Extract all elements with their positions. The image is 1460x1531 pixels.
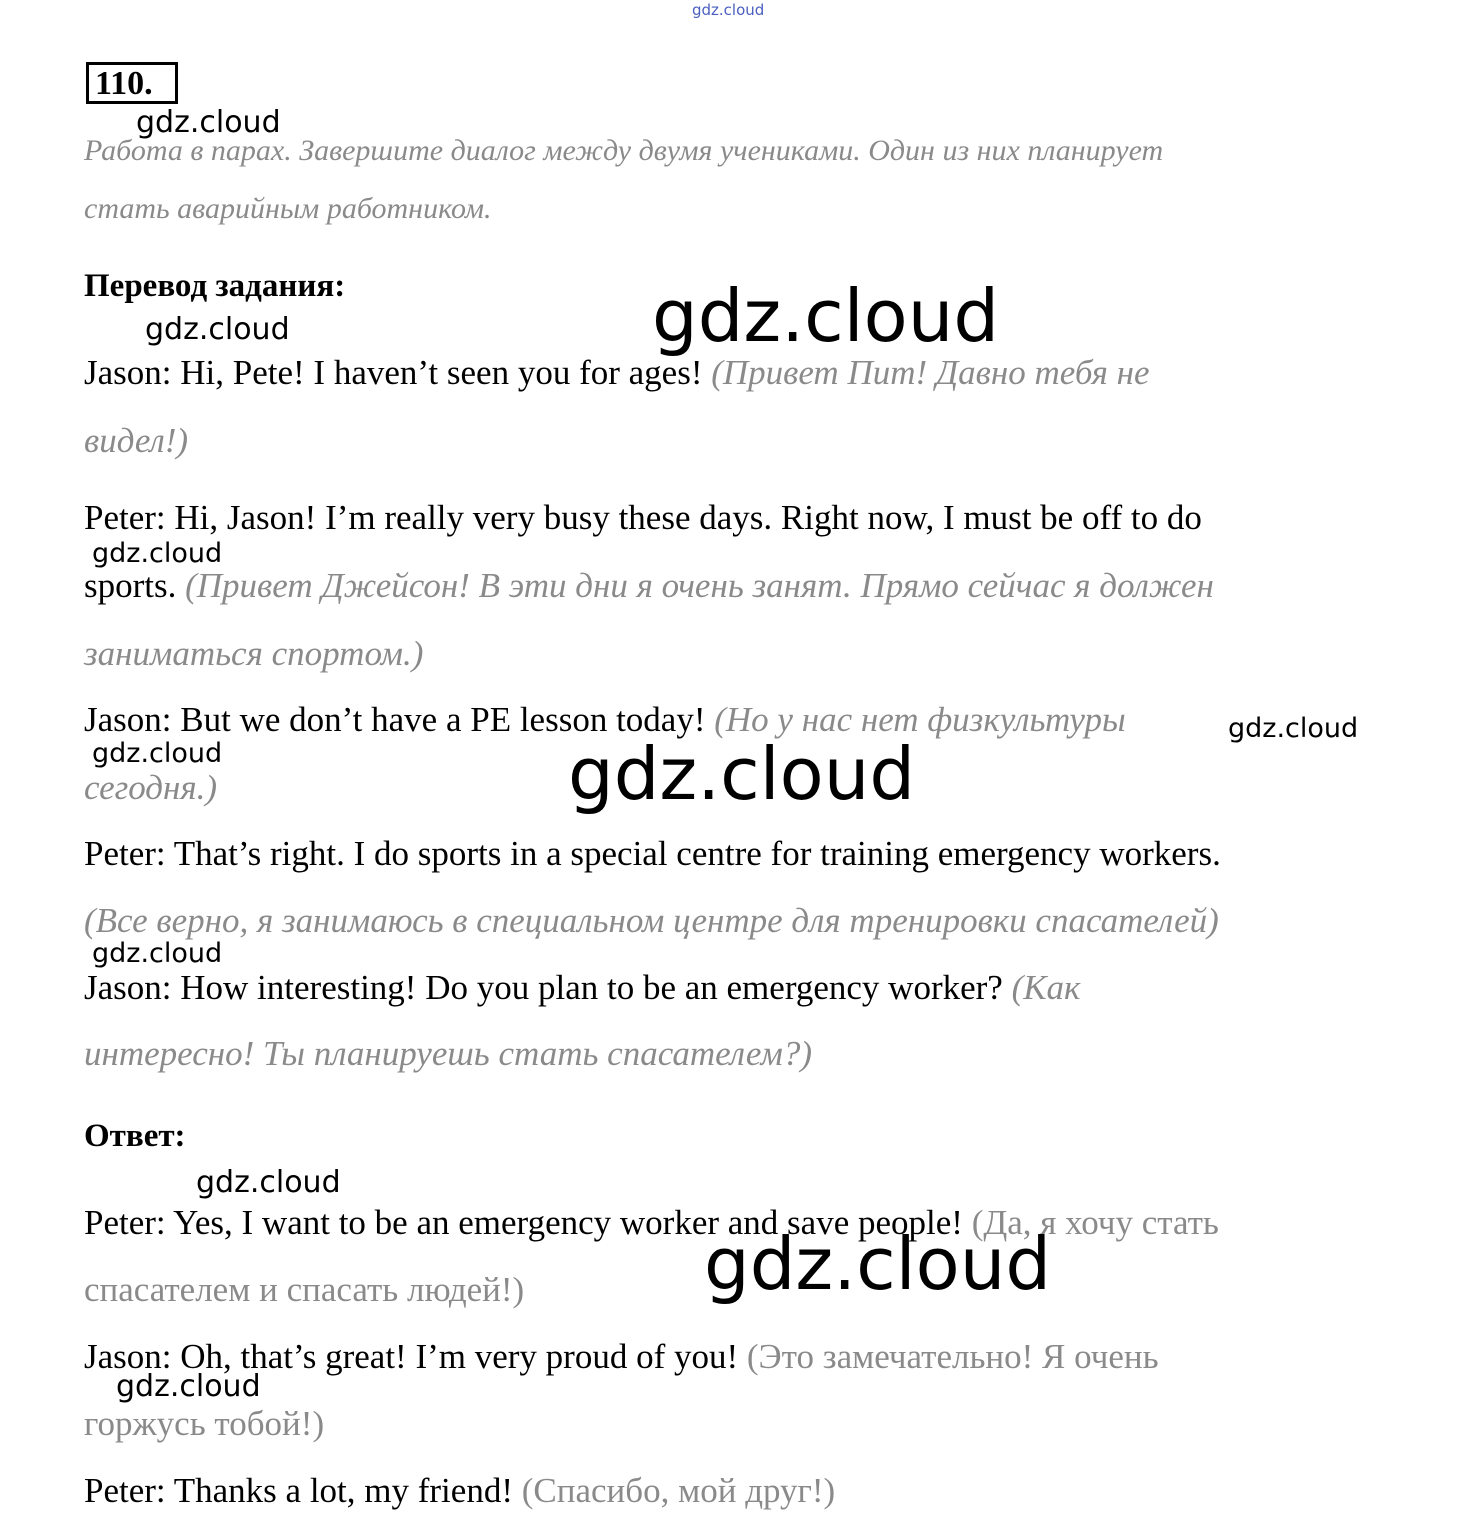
watermark-text: gdz.cloud: [92, 938, 223, 969]
watermark-text: gdz.cloud: [136, 105, 281, 140]
dialogue-ru: (Привет Пит! Давно тебя не: [711, 353, 1150, 392]
watermark-text: gdz.cloud: [92, 538, 223, 569]
answer-ru: (Да, я хочу стать: [971, 1203, 1219, 1242]
translation-heading: Перевод задания:: [84, 268, 346, 304]
answer-ru-cont: спасателем и спасать людей!): [84, 1270, 525, 1309]
dialogue-ru-cont: сегодня.): [84, 768, 218, 807]
dialogue-en: Jason: Hi, Pete! I haven’t seen you for ages!: [84, 353, 703, 392]
dialogue-line: [84, 355, 1150, 390]
answer-en: Jason: Oh, that’s great! I’m very proud of you!: [84, 1337, 739, 1376]
answer-en: Peter: Thanks a lot, my friend!: [84, 1471, 513, 1510]
task-line-1: Работа в парах. Завершите диалог между двумя учениками. Один из них планирует: [84, 134, 1164, 167]
dialogue-ru: (Как: [1011, 968, 1081, 1007]
dialogue-ru: (Привет Джейсон! В эти дни я очень занят. Прямо сейчас я должен: [185, 566, 1214, 605]
dialogue-en: sports.: [84, 566, 177, 605]
answer-line: [84, 1473, 835, 1508]
dialogue-ru-cont: заниматься спортом.): [84, 634, 424, 673]
dialogue-line: [84, 568, 1214, 603]
answer-ru: (Спасибо, мой друг!): [521, 1471, 836, 1510]
watermark-text: gdz.cloud: [145, 312, 290, 347]
watermark-text: gdz.cloud: [704, 1222, 1052, 1306]
answer-heading: Ответ:: [84, 1118, 186, 1154]
task-line-2: стать аварийным работником.: [84, 192, 492, 225]
exercise-number: 110.: [86, 62, 178, 104]
watermark-text: gdz.cloud: [652, 274, 1000, 358]
watermark-text: gdz.cloud: [196, 1165, 341, 1200]
dialogue-ru: (Все верно, я занимаюсь в специальном центре для тренировки спасателей): [84, 901, 1219, 940]
dialogue-ru-cont: интересно! Ты планируешь стать спасателем?): [84, 1034, 813, 1073]
top-watermark: gdz.cloud: [692, 1, 765, 19]
dialogue-en: Jason: But we don’t have a PE lesson today!: [84, 700, 706, 739]
watermark-text: gdz.cloud: [568, 732, 916, 816]
watermark-text: gdz.cloud: [116, 1369, 261, 1404]
answer-en: Peter: Yes, I want to be an emergency worker and save people!: [84, 1203, 963, 1242]
dialogue-line: Peter: Hi, Jason! I’m really very busy these days. Right now, I must be off to do: [84, 498, 1202, 537]
dialogue-line: Peter: That’s right. I do sports in a special centre for training emergency workers.: [84, 834, 1221, 873]
dialogue-ru-cont: видел!): [84, 421, 189, 460]
dialogue-line: [84, 970, 1080, 1005]
watermark-text: gdz.cloud: [1228, 713, 1359, 744]
watermark-text: gdz.cloud: [92, 738, 223, 769]
dialogue-ru: (Но у нас нет физкультуры: [714, 700, 1126, 739]
answer-ru: (Это замечательно! Я очень: [746, 1337, 1159, 1376]
answer-ru-cont: горжусь тобой!): [84, 1404, 325, 1443]
dialogue-en: Jason: How interesting! Do you plan to be an emergency worker?: [84, 968, 1003, 1007]
